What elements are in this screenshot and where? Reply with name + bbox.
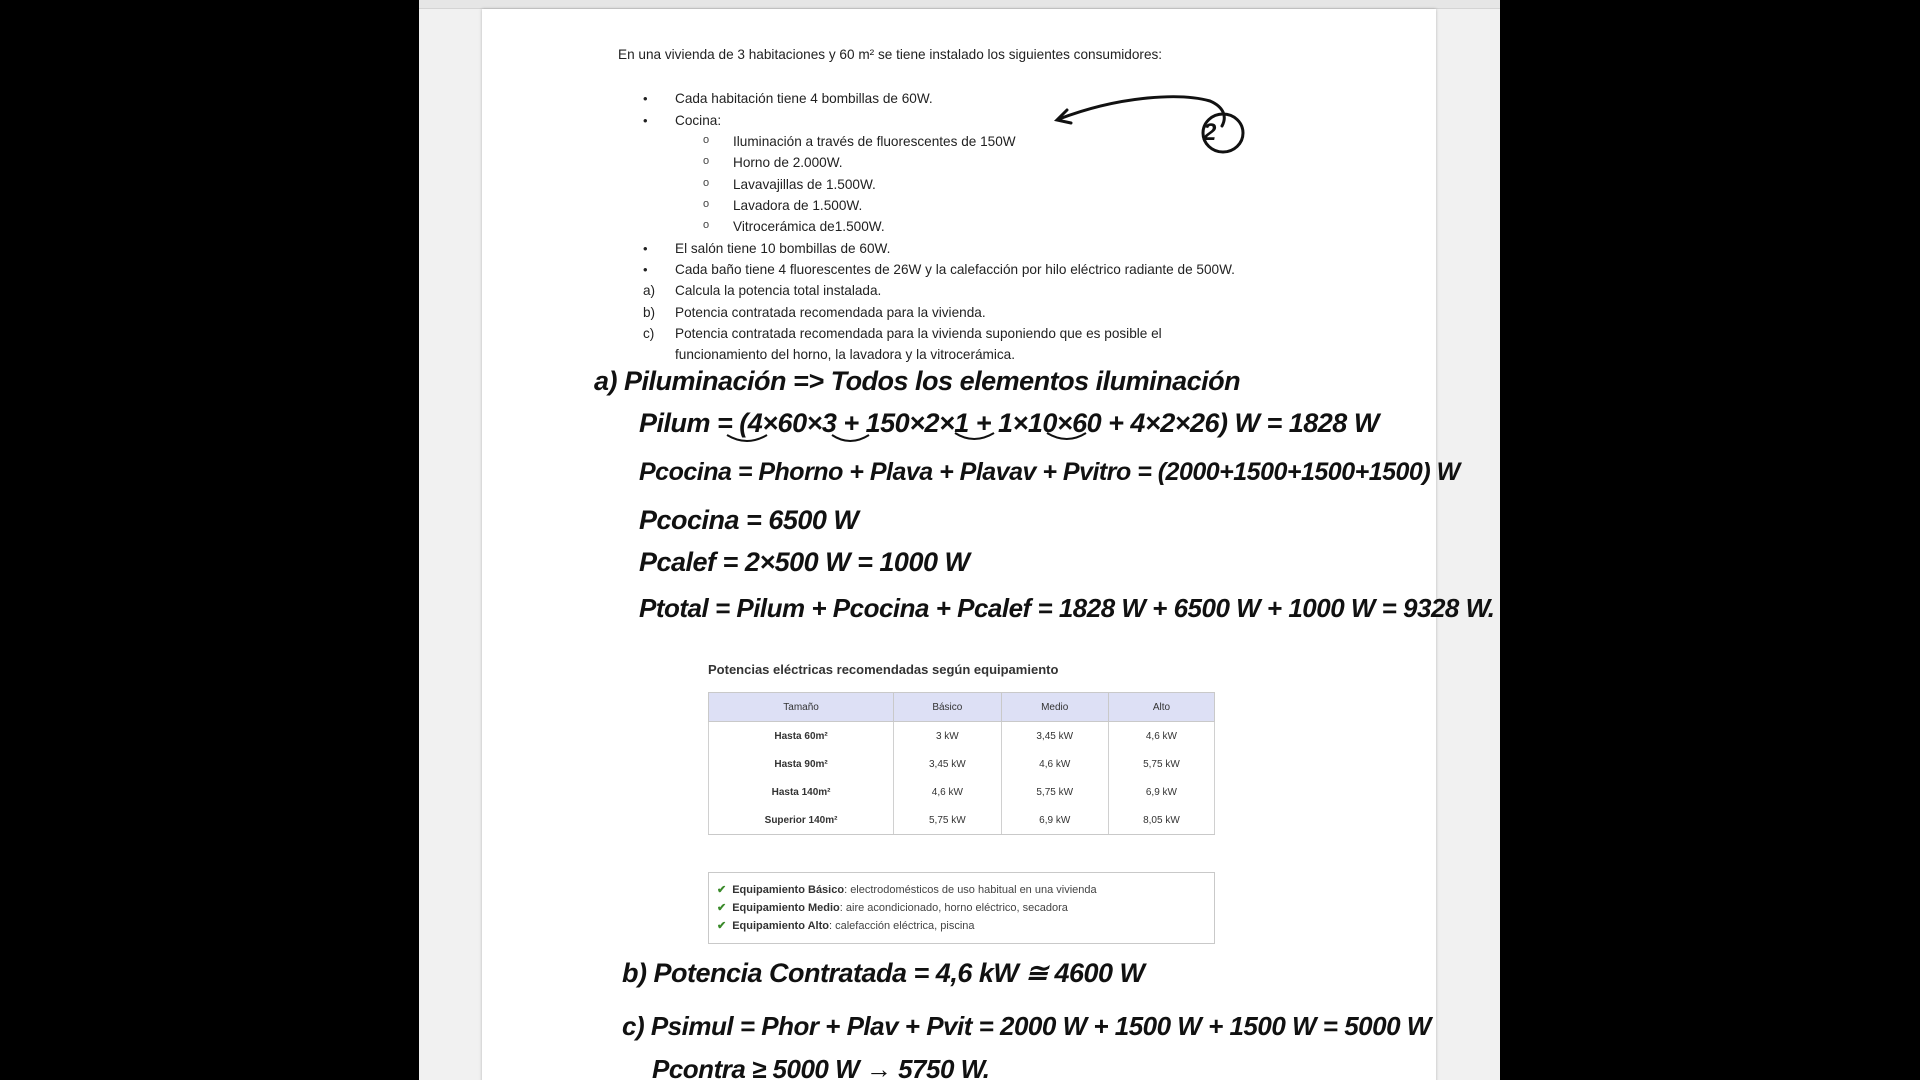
question-text: funcionamiento del horno, la lavadora y la vitrocerámica. xyxy=(675,347,1016,362)
table-row xyxy=(709,778,1215,806)
question-text: Calcula la potencia total instalada. xyxy=(675,283,882,298)
legend-term: Equipamiento Alto xyxy=(732,920,829,932)
cocina-item-text: Horno de 2.000W. xyxy=(733,155,843,170)
table-cell: 5,75 kW xyxy=(894,806,1001,835)
hw-line-cocina2: Pcocina = 6500 W xyxy=(639,505,859,535)
table-cell: 4,6 kW xyxy=(894,778,1001,806)
table-cell: 6,9 kW xyxy=(1108,778,1214,806)
table-row xyxy=(709,806,1215,835)
hw-line-ilum: Pilum = (4×60×3 + 150×2×1 + 1×10×60 + 4×2×26) W = 1828 W xyxy=(639,408,1379,438)
legend-item xyxy=(717,901,1068,914)
bullet-symbol: • xyxy=(643,91,648,106)
viewer-top-bar xyxy=(419,0,1500,9)
legend-item xyxy=(717,883,1097,896)
bullet-symbol: • xyxy=(643,262,648,277)
legend-item xyxy=(717,919,975,932)
table-cell: Hasta 60m² xyxy=(709,722,894,751)
hw-line-cocina1: Pcocina = Phorno + Plava + Plavav + Pvitro = (2000+1500+1500+1500) W xyxy=(639,458,1460,486)
cocina-item xyxy=(482,155,1436,173)
sub-bullet-symbol: o xyxy=(703,219,710,231)
table-header-cell: Medio xyxy=(1001,693,1108,722)
hw-line-total: Ptotal = Pilum + Pcocina + Pcalef = 1828 W + 6500 W + 1000 W = 9328 W. xyxy=(639,593,1495,623)
table-header-cell: Tamaño xyxy=(709,693,894,722)
table-row xyxy=(709,722,1215,751)
bullet-item-bano xyxy=(482,262,1436,280)
question-c xyxy=(482,326,1436,344)
table-cell: Hasta 140m² xyxy=(709,778,894,806)
bullet-text: Cada habitación tiene 4 bombillas de 60W. xyxy=(675,91,933,106)
hw-a-heading: a) Piluminación => Todos los elementos iluminación xyxy=(594,366,1241,396)
cocina-item xyxy=(482,219,1436,237)
cocina-item xyxy=(482,198,1436,216)
table-cell: 6,9 kW xyxy=(1001,806,1108,835)
hw-line-c: c) Psimul = Phor + Plav + Pvit = 2000 W + 1500 W + 1500 W = 5000 W xyxy=(622,1011,1431,1041)
table-title: Potencias eléctricas recomendadas según equipamiento xyxy=(708,662,1059,677)
table-header-cell: Básico xyxy=(894,693,1001,722)
table-cell: 8,05 kW xyxy=(1108,806,1214,835)
bullet-text: El salón tiene 10 bombillas de 60W. xyxy=(675,241,891,256)
table-header-cell: Alto xyxy=(1108,693,1214,722)
hw-line-b: b) Potencia Contratada = 4,6 kW ≅ 4600 W xyxy=(622,958,1145,988)
cocina-item-text: Vitrocerámica de1.500W. xyxy=(733,219,885,234)
document-page xyxy=(482,9,1495,1080)
table-cell: Superior 140m² xyxy=(709,806,894,835)
question-text: Potencia contratada recomendada para la vivienda. xyxy=(675,305,986,320)
bullet-item-habitacion xyxy=(482,91,1436,109)
bullet-text: Cada baño tiene 4 fluorescentes de 26W y la calefacción por hilo eléctrico radiante de 500W. xyxy=(675,262,1235,277)
legend-desc: : calefacción eléctrica, piscina xyxy=(828,920,975,932)
power-table xyxy=(708,692,1215,835)
sub-bullet-symbol: o xyxy=(703,134,710,146)
sub-bullet-symbol: o xyxy=(703,198,710,210)
question-a xyxy=(482,283,1436,301)
hw-line-calef: Pcalef = 2×500 W = 1000 W xyxy=(639,547,970,577)
question-letter: c) xyxy=(643,326,655,341)
check-icon: ✔ xyxy=(717,920,727,932)
table-cell: 3 kW xyxy=(894,722,1001,751)
question-text: Potencia contratada recomendada para la vivienda suponiendo que es posible el xyxy=(675,326,1162,341)
legend-desc: : electrodomésticos de uso habitual en una vivienda xyxy=(844,884,1097,896)
bullet-item-salon xyxy=(482,241,1436,259)
table-cell: 3,45 kW xyxy=(1001,722,1108,751)
cocina-item xyxy=(482,134,1436,152)
table-cell: 3,45 kW xyxy=(894,750,1001,778)
handwritten-circled-number: 2 xyxy=(1203,119,1216,146)
bullet-symbol: • xyxy=(643,113,648,128)
intro-text: En una vivienda de 3 habitaciones y 60 m² se tiene instalado los siguientes consumidores: xyxy=(618,47,1163,62)
document-viewer[interactable] xyxy=(419,0,1500,1080)
question-c-continued xyxy=(482,347,1436,365)
legend-term: Equipamiento Medio xyxy=(732,902,840,914)
bullet-item-cocina xyxy=(482,113,1436,131)
question-letter: b) xyxy=(643,305,656,320)
sub-bullet-symbol: o xyxy=(703,155,710,167)
table-row xyxy=(709,750,1215,778)
legend-desc: : aire acondicionado, horno eléctrico, secadora xyxy=(839,902,1068,914)
table-cell: 5,75 kW xyxy=(1001,778,1108,806)
sub-bullet-symbol: o xyxy=(703,177,710,189)
table-cell: 5,75 kW xyxy=(1108,750,1214,778)
cocina-item-text: Lavadora de 1.500W. xyxy=(733,198,863,213)
table-cell: Hasta 90m² xyxy=(709,750,894,778)
legend-term: Equipamiento Básico xyxy=(732,884,845,896)
equipment-legend xyxy=(708,872,1215,944)
table-cell: 4,6 kW xyxy=(1108,722,1214,751)
cocina-item-text: Iluminación a través de fluorescentes de 150W xyxy=(733,134,1016,149)
cocina-item xyxy=(482,177,1436,195)
question-letter: a) xyxy=(643,283,656,298)
cocina-item-text: Lavavajillas de 1.500W. xyxy=(733,177,876,192)
bullet-text: Cocina: xyxy=(675,113,722,128)
check-icon: ✔ xyxy=(717,884,727,896)
table-cell: 4,6 kW xyxy=(1001,750,1108,778)
table-header-row xyxy=(709,693,1215,722)
question-b xyxy=(482,305,1436,323)
hw-line-c2: Pcontra ≥ 5000 W → 5750 W. xyxy=(652,1054,990,1080)
check-icon: ✔ xyxy=(717,902,727,914)
bullet-symbol: • xyxy=(643,241,648,256)
